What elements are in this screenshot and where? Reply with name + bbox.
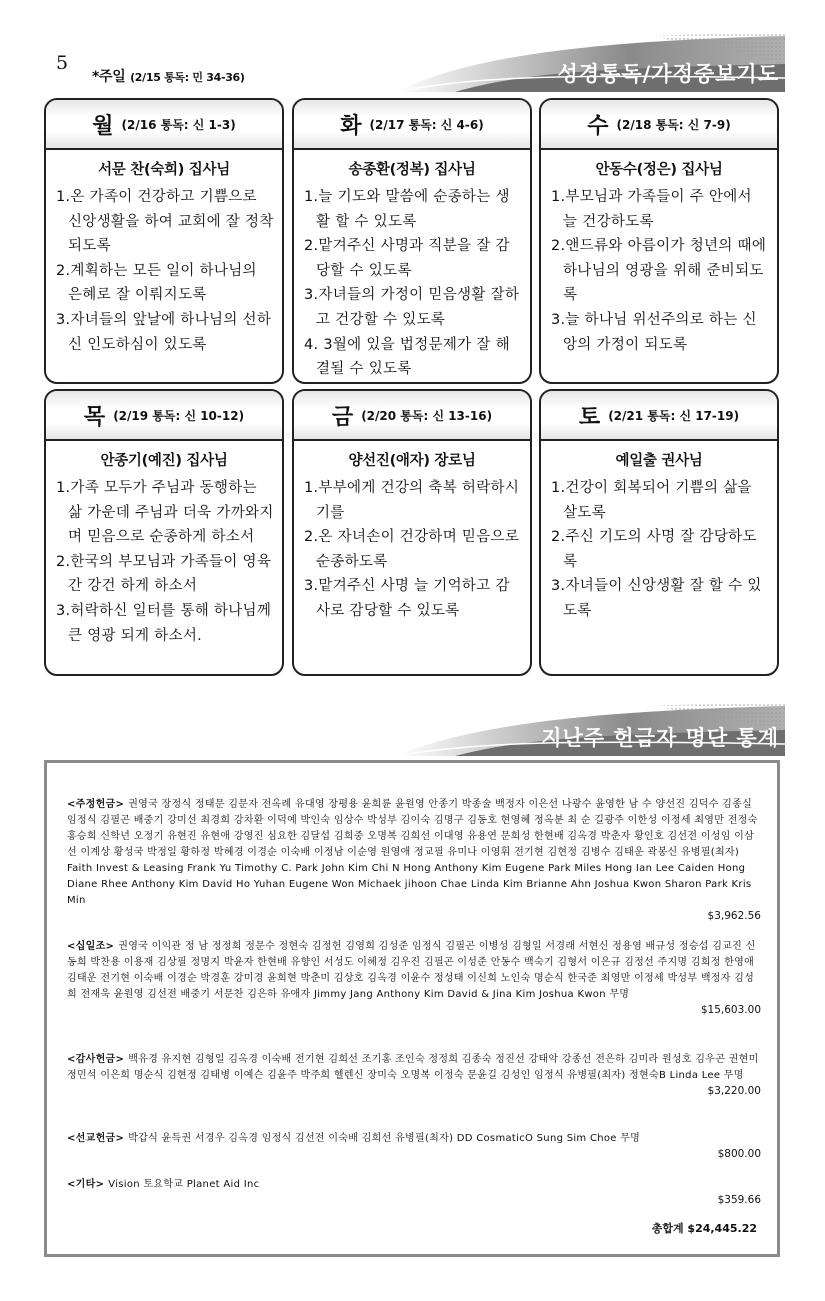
day-card — [292, 98, 532, 384]
prayer-item: 1.건강이 회복되어 기쁨의 삶을 살도록 — [551, 480, 752, 521]
prayer-item: 1.부모님과 가족들이 주 안에서 늘 건강하도록 — [551, 189, 752, 230]
offering-group-tithe-weekly — [67, 797, 761, 922]
offering-amount: $15,603.00 — [700, 1004, 761, 1016]
prayer-item: 3.맡겨주신 사명 늘 기억하고 감사로 감당할 수 있도록 — [304, 578, 510, 619]
prayer-item: 3.자녀들의 앞날에 하나님의 선하신 인도하심이 있도록 — [56, 311, 272, 353]
prayer-item: 2.온 자녀손이 건강하며 믿음으로 순종하도록 — [304, 529, 520, 570]
offering-label: <선교헌금> — [67, 1133, 125, 1144]
offering-names: Vision 토요학교 Planet Aid Inc — [108, 1179, 260, 1190]
prayer-item: 2.주신 기도의 사명 잘 감당하도록 — [551, 529, 757, 570]
offering-group-mission — [67, 1131, 761, 1160]
prayer-person: 양선진(애자) 장로님 — [348, 453, 476, 469]
prayer-item: 4. 3월에 있을 법정문제가 잘 해결될 수 있도록 — [304, 336, 510, 378]
prayer-item: 1.늘 기도와 말씀에 순종하는 생활 할 수 있도록 — [304, 189, 510, 230]
section-title: 지난주 헌금자 명단 통계 — [541, 726, 779, 750]
day-card — [292, 389, 532, 676]
offering-amount: $3,220.00 — [707, 1085, 761, 1097]
prayer-list — [541, 470, 777, 632]
prayer-list — [46, 179, 282, 365]
offering-label: <주정헌금> — [67, 799, 125, 810]
offering-names: 권영국 장정식 정태문 김문자 전옥례 유대영 장평용 윤희륜 윤원영 안종기 박종술 백정자 이은선 나광수 윤영한 남 수 양선진 김덕수 김종실 임정식 김필곤 배중기 강미선 최경희 강차환 이덕예 박인숙 임상수 박성부 김이숙 김명구 김동호 현영혜 정옥분 최 순 길광주 이한성 이정세 최영만 전정숙 홍승희 신학년 오정기 유현진 유현애 강영진 심요한 김달섭 김희중 오명복 김희선 이대영 유용연 문희성 한현배 김옥경 박춘자 황인호 김선전 이성임 이삼선 이계상 황성국 박정일 황하정 박혜경 이경순 이숙배 이정남 이순영 원영애 정교필 유미나 이영휘 전기현 김현정 김병수 김태운 곽봉신 유병필(최자) Faith Invest & Leasing Frank Yu Timothy C. Park John Kim Chi N Hong Anthony Kim Eugene Park Miles Hong Ian Lee Caiden Hong Diane Rhee Anthony Kim David Ho Yuhan Eugene Won Michaek jihoon Chae Linda Kim Brianne Ahn Joshua Kwon Sharon Park Kris Min — [67, 799, 758, 906]
section-header-offering-list — [395, 704, 785, 756]
sunday-title: *주일 — [92, 69, 126, 85]
prayer-item: 1.부부에게 건강의 축복 허락하시기를 — [304, 480, 520, 521]
offering-label: <기타> — [67, 1179, 105, 1190]
offering-amount: $800.00 — [717, 1148, 761, 1160]
day-card — [539, 389, 779, 676]
prayer-item: 2.계획하는 모든 일이 하나님의 은혜로 잘 이뤄지도록 — [56, 262, 257, 304]
prayer-list — [541, 179, 777, 365]
offering-group-thanks — [67, 1052, 761, 1097]
offering-amount: $3,962.56 — [707, 910, 761, 922]
section-header-bible-prayer — [395, 34, 785, 92]
prayer-item: 2.한국의 부모님과 가족들이 영육간 강건 하게 하소서 — [56, 553, 272, 595]
day-name: 금 — [331, 404, 354, 430]
day-name: 화 — [340, 113, 362, 139]
prayer-person: 안동수(정은) 집사님 — [595, 162, 723, 178]
day-reading: (2/17 통독: 신 4-6) — [369, 117, 484, 132]
prayer-person: 예일출 권사님 — [615, 453, 703, 469]
grand-total: 총합계 $24,445.22 — [651, 1222, 757, 1235]
prayer-person: 송종환(정복) 집사님 — [348, 162, 476, 178]
sunday-reading-range: (2/15 통독: 민 34-36) — [130, 71, 245, 84]
day-name: 수 — [587, 113, 609, 139]
prayer-list — [294, 470, 530, 632]
offering-names: 박갑식 윤득권 서경우 김옥경 임정식 김선전 이숙배 김희선 유병필(최자) DD CosmaticO Sung Sim Choe 무명 — [128, 1133, 641, 1144]
offering-names: 백유경 유지현 김형일 김옥경 이숙배 전기현 김희선 조기홍 조인숙 정정희 김종숙 정진선 강태악 강종선 전은하 김미라 원성호 김우곤 권현미 정민석 이은희 명순식 김현정 김태병 이예슨 김윤주 박주희 헬렌신 장미숙 오명복 이정숙 문윤길 김성인 임정식 유병필(최자) 정현숙B Linda Lee 무명 — [67, 1054, 759, 1081]
day-card — [44, 389, 284, 676]
day-card — [539, 98, 779, 384]
day-name: 목 — [83, 404, 106, 430]
day-reading: (2/20 통독: 신 13-16) — [361, 408, 493, 423]
prayer-item: 3.자녀들이 신앙생활 잘 할 수 있도록 — [551, 578, 762, 619]
prayer-item: 1.온 가족이 건강하고 기쁨으로 신앙생활을 하여 교회에 잘 정착 되도록 — [56, 189, 274, 255]
offering-label: <십일조> — [67, 941, 115, 952]
day-header — [46, 391, 282, 441]
prayer-item: 1.가족 모두가 주님과 동행하는 삶 가운데 주님과 더욱 가까와지며 믿음으로 순종하게 하소서 — [56, 480, 274, 546]
section-title: 성경통독/가정중보기도 — [557, 62, 779, 86]
prayer-list — [294, 179, 530, 384]
day-name: 월 — [92, 113, 114, 139]
prayer-item: 3.허락하신 일터를 통해 하나님께 큰 영광 되게 하소서. — [56, 602, 272, 644]
sunday-reading — [92, 66, 245, 86]
day-header — [294, 391, 530, 441]
prayer-item: 2.앤드류와 아름이가 청년의 때에 하나님의 영광을 위해 준비되도록 — [551, 238, 767, 304]
offering-amount: $359.66 — [717, 1194, 761, 1206]
page-number: 5 — [56, 52, 69, 74]
offering-names: 권영국 이익관 정 남 정정희 정문수 정현숙 김정헌 김영희 김성준 임정식 김필곤 이병성 김형일 서경래 서현신 정용염 배규성 정승섭 김교진 신동희 박찬용 이용재 김상필 정명지 박윤자 한현배 유향인 서성도 이혜정 김우진 김필곤 이성준 안동수 백숙기 김형서 이은규 김정선 주지명 김희정 한영애 김태운 전기현 이숙배 이경순 박경훈 강미경 윤희현 박춘미 김상호 김옥경 이윤수 정성태 이신희 노인숙 명순식 한국준 최영만 이정세 박성부 백정자 김성희 전재욱 윤원영 김선전 배중기 서문찬 김은하 유애자 Jimmy Jang Anthony Kim David & Jina Kim Joshua Kwon 무명 — [67, 941, 756, 1000]
offering-group-tithe — [67, 939, 761, 1016]
prayer-person: 안종기(예진) 집사님 — [100, 453, 228, 469]
offering-label: <감사헌금> — [67, 1054, 125, 1065]
day-reading: (2/19 통독: 신 10-12) — [113, 408, 245, 423]
day-reading: (2/21 통독: 신 17-19) — [608, 408, 740, 423]
day-header — [541, 391, 777, 441]
prayer-item: 2.맡겨주신 사명과 직분을 잘 감당할 수 있도록 — [304, 238, 510, 279]
offering-list-box — [44, 760, 780, 1257]
day-reading: (2/16 통독: 신 1-3) — [121, 117, 236, 132]
day-header — [294, 100, 530, 150]
prayer-item: 3.자녀들의 가정이 믿음생활 잘하고 건강할 수 있도록 — [304, 287, 520, 328]
day-name: 토 — [578, 404, 601, 430]
prayer-person: 서문 찬(숙희) 집사님 — [98, 162, 230, 178]
prayer-list — [46, 470, 282, 656]
offering-group-other — [67, 1177, 761, 1206]
day-card — [44, 98, 284, 384]
day-reading: (2/18 통독: 신 7-9) — [616, 117, 731, 132]
day-header — [46, 100, 282, 150]
prayer-item: 3.늘 하나님 위선주의로 하는 신앙의 가정이 되도록 — [551, 311, 757, 353]
day-header — [541, 100, 777, 150]
